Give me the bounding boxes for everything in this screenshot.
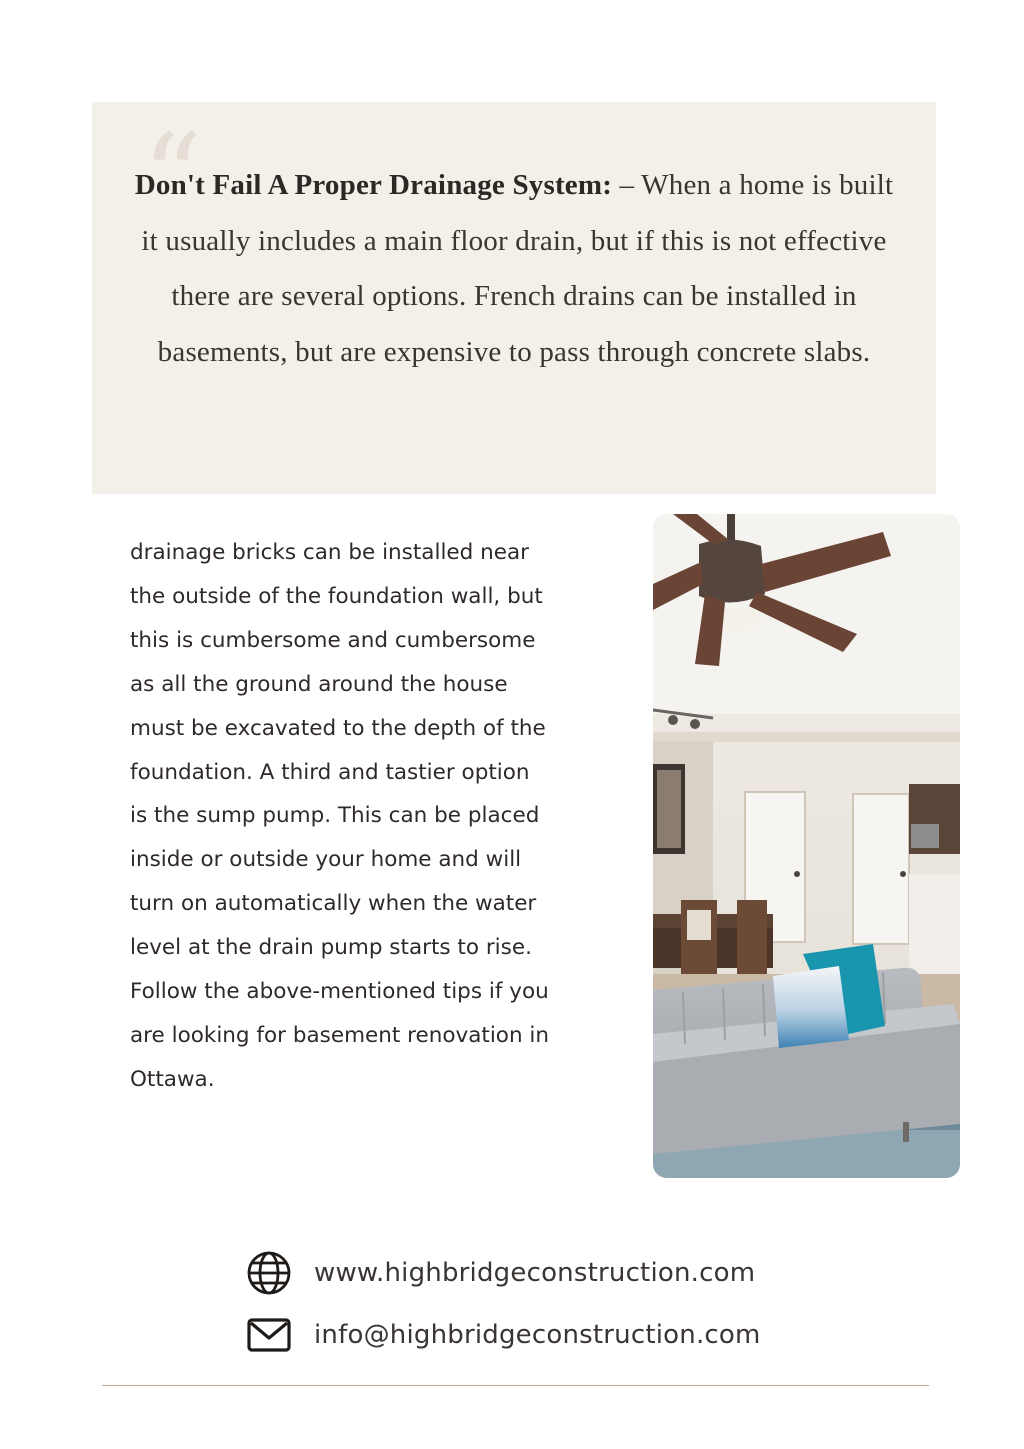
quote-lead: Don't Fail A Proper Drainage System: (134, 169, 613, 201)
email-link[interactable]: info@highbridgeconstruction.com (314, 1320, 761, 1350)
envelope-icon (246, 1312, 292, 1358)
body-paragraph: drainage bricks can be installed near the outside of the foundation wall, but this is cumbersome and cumbersome as all the ground around the house must be excavated to the depth of the foundation. A third and tastier option is the sump pump. This can be placed inside or outside your home and will turn on automatically when the water level at the drain pump starts to rise. Follow the above-mentioned tips if you are looking for basement renovation in Ottawa. (130, 540, 550, 1092)
quotation-mark-icon: “ (142, 108, 203, 246)
quote-body: – When a home is built it usually includes a main floor drain, but if this is not effective there are several options. French drains can be installed in basements, but are expensive to pass through concrete slabs. (141, 169, 894, 368)
living-room-photo (653, 514, 960, 1178)
footer-divider (102, 1385, 929, 1386)
website-row (246, 1250, 755, 1296)
website-link[interactable]: www.highbridgeconstruction.com (314, 1258, 756, 1288)
quote-text (130, 158, 898, 380)
email-row (246, 1312, 761, 1358)
globe-icon (246, 1250, 292, 1296)
